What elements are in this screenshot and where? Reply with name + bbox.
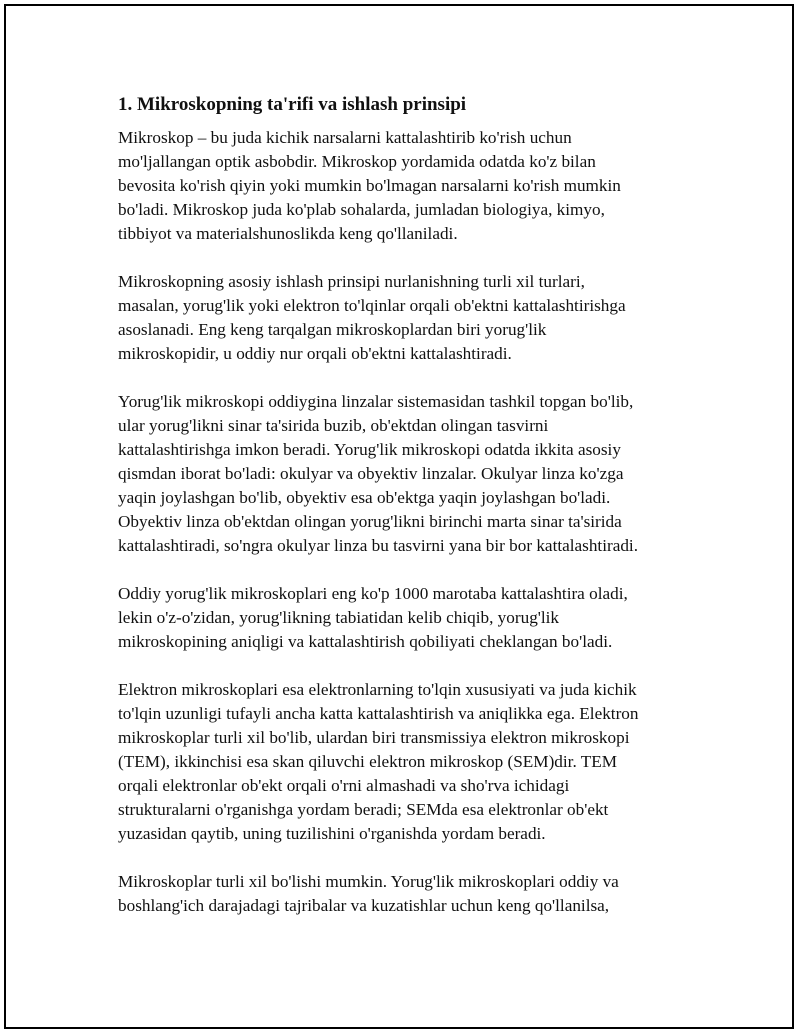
- text-line: mikroskopidir, u oddiy nur orqali ob'ektni kattalashtiradi.: [118, 344, 512, 363]
- text-line: (TEM), ikkinchisi esa skan qiluvchi elektron mikroskop (SEM)dir. TEM: [118, 752, 618, 771]
- text-line: masalan, yorug'lik yoki elektron to'lqinlar orqali ob'ektni kattalashtirishga: [118, 296, 626, 315]
- text-line: yuzasidan qaytib, uning tuzilishini o'rganishda yordam beradi.: [118, 824, 546, 843]
- paragraph: [118, 390, 688, 558]
- text-line: Elektron mikroskoplari esa elektronlarning to'lqin xususiyati va juda kichik: [118, 680, 637, 699]
- text-line: mo'ljallangan optik asbobdir. Mikroskop yordamida odatda ko'z bilan: [118, 152, 596, 171]
- text-line: Mikroskoplar turli xil bo'lishi mumkin. Yorug'lik mikroskoplari oddiy va: [118, 872, 619, 891]
- document-body: [118, 92, 688, 942]
- text-line: lekin o'z-o'zidan, yorug'likning tabiatidan kelib chiqib, yorug'lik: [118, 608, 560, 627]
- text-line: Mikroskopning asosiy ishlash prinsipi nurlanishning turli xil turlari,: [118, 272, 585, 291]
- text-line: Oddiy yorug'lik mikroskoplari eng ko'p 1000 marotaba kattalashtira oladi,: [118, 584, 628, 603]
- text-line: tibbiyot va materialshunoslikda keng qo'llaniladi.: [118, 224, 458, 243]
- text-line: to'lqin uzunligi tufayli ancha katta kattalashtirish va aniqlikka ega. Elektron: [118, 704, 639, 723]
- text-line: qismdan iborat bo'ladi: okulyar va obyektiv linzalar. Okulyar linza ko'zga: [118, 464, 624, 483]
- text-line: bevosita ko'rish qiyin yoki mumkin bo'lmagan narsalarni ko'rish mumkin: [118, 176, 621, 195]
- text-line: orqali elektronlar ob'ekt orqali o'rni almashadi va sho'rva ichidagi: [118, 776, 570, 795]
- text-line: Mikroskop – bu juda kichik narsalarni kattalashtirib ko'rish uchun: [118, 128, 572, 147]
- paragraph: [118, 678, 688, 846]
- text-line: bo'ladi. Mikroskop juda ko'plab sohalarda, jumladan biologiya, kimyo,: [118, 200, 605, 219]
- text-line: yaqin joylashgan bo'lib, obyektiv esa ob'ektga yaqin joylashgan bo'ladi.: [118, 488, 611, 507]
- text-line: mikroskopining aniqligi va kattalashtirish qobiliyati cheklangan bo'ladi.: [118, 632, 613, 651]
- text-line: boshlang'ich darajadagi tajribalar va kuzatishlar uchun keng qo'llanilsa,: [118, 896, 610, 915]
- text-line: strukturalarni o'rganishga yordam beradi; SEMda esa elektronlar ob'ekt: [118, 800, 609, 819]
- paragraph: [118, 126, 688, 246]
- text-line: kattalashtiradi, so'ngra okulyar linza bu tasvirni yana bir bor kattalashtiradi.: [118, 536, 638, 555]
- paragraph: [118, 870, 688, 918]
- text-line: asoslanadi. Eng keng tarqalgan mikroskoplardan biri yorug'lik: [118, 320, 547, 339]
- text-line: Obyektiv linza ob'ektdan olingan yorug'likni birinchi marta sinar ta'sirida: [118, 512, 622, 531]
- document-title: 1. Mikroskopning ta'rifi va ishlash prinsipi: [118, 94, 467, 115]
- text-line: ular yorug'likni sinar ta'sirida buzib, ob'ektdan olingan tasvirni: [118, 416, 549, 435]
- paragraph: [118, 270, 688, 366]
- text-line: Yorug'lik mikroskopi oddiygina linzalar sistemasidan tashkil topgan bo'lib,: [118, 392, 634, 411]
- text-line: kattalashtirishga imkon beradi. Yorug'lik mikroskopi odatda ikkita asosiy: [118, 440, 621, 459]
- text-line: mikroskoplar turli xil bo'lib, ulardan biri transmissiya elektron mikroskopi: [118, 728, 630, 747]
- paragraph: [118, 582, 688, 654]
